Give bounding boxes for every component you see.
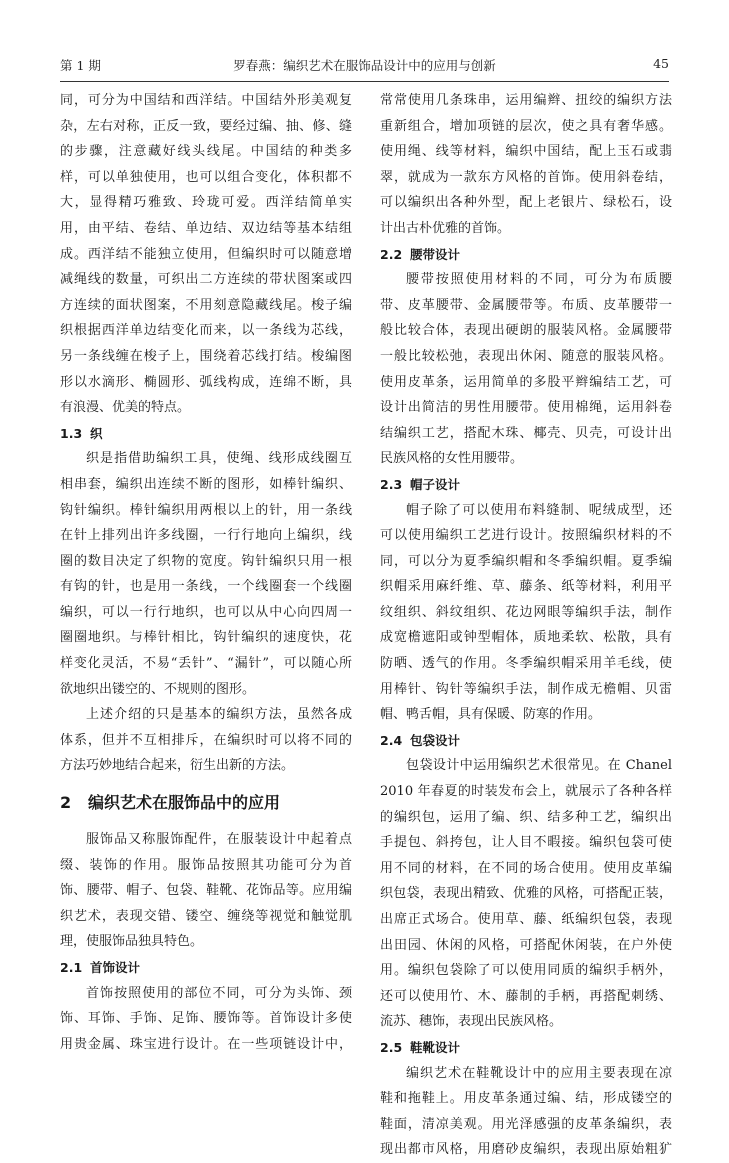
subsection-number: 1.3 <box>60 425 83 441</box>
paragraph-line: 用贵金属、珠宝进行设计。在一些项链设计中， <box>60 1036 352 1052</box>
paragraph-line: 杂，左右对称，正反一致，要经过编、抽、修、缝 <box>60 118 352 134</box>
paragraph-line: 成宽檐遮阳或钟型帽体，质地柔软、松散，具有 <box>380 630 672 646</box>
paragraph-line: 理，使服饰品独具特色。 <box>60 934 204 950</box>
paragraph-line: 用棒针、钩针等编织手法，制作成无檐帽、贝雷 <box>380 681 672 697</box>
paragraph-line: 编织艺术在鞋靴设计中的应用主要表现在凉 <box>406 1065 672 1081</box>
paragraph-line: 使用绳、线等材料，编织中国结，配上玉石或翡 <box>380 144 672 160</box>
left-column <box>60 88 352 1057</box>
subsection-number: 2.4 <box>380 732 403 748</box>
paragraph-line: 手提包、斜挎包，让人目不暇接。编织包袋可使 <box>380 835 672 851</box>
paragraph-line: 包袋设计中运用编织艺术很常见。在 Chanel <box>406 758 672 774</box>
running-header <box>60 56 669 76</box>
paragraph-line: 常常使用几条珠串，运用编辫、扭绞的编织方法 <box>380 93 672 108</box>
paragraph-line: 样，可以单独使用，也可以组合变化，体积都不 <box>60 169 352 185</box>
paragraph-line: 用，由平结、卷结、单边结、双边结等基本结组 <box>60 220 352 236</box>
paragraph-line: 成。西洋结不能独立使用，但编织时可以随意增 <box>60 246 352 262</box>
paragraph-line: 同，可以分为夏季编织帽和冬季编织帽。夏季编 <box>380 553 672 569</box>
paragraph-line: 织帽采用麻纤维、草、藤条、纸等材料，利用平 <box>380 579 672 595</box>
paragraph-line: 有钩的针，也是用一条线，一个线圈套一个线圈 <box>60 579 352 595</box>
subsection-number: 2.5 <box>380 1039 403 1055</box>
subsection-title: 织 <box>90 425 103 441</box>
paragraph-line: 用不同的材料，在不同的场合使用。使用皮革编 <box>380 860 672 876</box>
paragraph-line: 鞋面，清凉美观。用光泽感强的皮革条编织，表 <box>380 1116 672 1132</box>
paragraph-line: 使用皮革条，运用简单的多股平辫编结工艺，可 <box>380 374 672 390</box>
paragraph-line: 另一条线缠在梭子上，围绕着芯线打结。梭编图 <box>60 348 352 364</box>
paragraph-line: 带、皮革腰带、金属腰带等。布质、皮革腰带一 <box>380 297 672 313</box>
paragraph-line: 流苏、穗饰，表现出民族风格。 <box>380 1014 563 1030</box>
section-heading <box>60 779 352 827</box>
paragraph-line: 编织，可以一行行地织，也可以从中心向四周一 <box>60 604 352 620</box>
paragraph-line: 钩针编织。棒针编织用两根以上的针，用一条线 <box>60 502 352 518</box>
paragraph-line: 结编织工艺，搭配木珠、椰壳、贝壳，可设计出 <box>380 425 672 441</box>
paragraph-line: 织包袋，表现出精致、优雅的风格，可搭配正装， <box>380 886 672 902</box>
paragraph-line: 首饰按照使用的部位不同，可分为头饰、颈 <box>86 985 352 1001</box>
paragraph-line: 圈的数目决定了织物的宽度。钩针编织只用一根 <box>60 553 352 569</box>
paragraph-line: 圈圈地织。与棒针相比，钩针编织的速度快，花 <box>60 630 352 646</box>
paragraph-line: 织根据西洋单边结变化而来，以一条线为芯线， <box>60 323 352 339</box>
section-number: 2 <box>60 793 72 813</box>
subsection-title: 鞋靴设计 <box>410 1039 461 1055</box>
paragraph-line: 一般比较松弛，表现出休闲、随意的服装风格。 <box>380 348 672 364</box>
paragraph-line: 用。编织包袋除了可以使用同质的编织手柄外， <box>380 963 672 979</box>
paragraph-line: 帽、鸭舌帽，具有保暖、防寒的作用。 <box>380 707 602 723</box>
subsection-number: 2.2 <box>380 246 403 262</box>
paragraph-line: 有浪漫、优美的特点。 <box>60 400 191 416</box>
right-column <box>380 88 672 1163</box>
paragraph-line: 民族风格的女性用腰带。 <box>380 451 524 467</box>
paragraph-line: 方法巧妙地结合起来，衍生出新的方法。 <box>60 758 295 774</box>
paragraph-line: 现出都市风格，用磨砂皮编织，表现出原始粗犷 <box>380 1142 672 1158</box>
subsection-heading <box>380 728 672 754</box>
subsection-heading <box>380 1035 672 1061</box>
paragraph-line: 翠，就成为一款东方风格的首饰。使用斜卷结， <box>380 169 672 185</box>
subsection-title: 首饰设计 <box>90 960 141 975</box>
paragraph-line: 体系，但并不互相排斥，在编织时可以将不同的 <box>60 732 352 748</box>
paragraph-line: 腰带按照使用材料的不同，可分为布质腰 <box>406 272 672 288</box>
issue-label: 第 1 期 <box>60 58 101 73</box>
paragraph-line: 般比较合体，表现出硬朗的服装风格。金属腰带 <box>380 323 672 339</box>
subsection-number: 2.1 <box>60 960 83 975</box>
paragraph-line: 出席正式场合。使用草、藤、纸编织包袋，表现 <box>380 912 672 927</box>
subsection-heading <box>380 242 672 268</box>
header-rule <box>60 81 669 82</box>
paragraph-line: 出田园、休闲的风格，可搭配休闲装，在户外使 <box>380 937 672 953</box>
paragraph-line: 织是指借助编织工具，使绳、线形成线圈互 <box>86 451 352 467</box>
paragraph-line: 缀、装饰的作用。服饰品按照其功能可分为首 <box>60 857 352 873</box>
subsection-title: 帽子设计 <box>410 476 461 492</box>
paragraph-line: 防晒、透气的作用。冬季编织帽采用羊毛线，使 <box>380 656 672 672</box>
paragraph-line: 饰、腰带、帽子、包袋、鞋靴、花饰品等。应用编 <box>60 883 352 899</box>
subsection-title: 腰带设计 <box>410 246 461 262</box>
paragraph-line: 减绳线的数量，可织出二方连续的带状图案或四 <box>60 272 352 288</box>
section-title: 编织艺术在服饰品中的应用 <box>88 793 281 813</box>
paragraph-line: 还可以使用竹、木、藤制的手柄，再搭配刺绣、 <box>380 988 672 1004</box>
paragraph-line: 2010 年春夏的时装发布会上，就展示了各种各样 <box>380 784 672 800</box>
paragraph-line: 设计出简洁的男性用腰带。使用棉绳，运用斜卷 <box>380 400 672 416</box>
paragraph-line: 的步骤，注意藏好线头线尾。中国结的种类多 <box>60 144 352 160</box>
subsection-number: 2.3 <box>380 476 403 492</box>
paragraph-line: 同，可分为中国结和西洋结。中国结外形美观复 <box>60 93 352 108</box>
paragraph-line: 计出古朴优雅的首饰。 <box>380 220 511 236</box>
running-title: 罗春燕：编织艺术在服饰品设计中的应用与创新 <box>233 58 496 73</box>
paragraph-line: 帽子除了可以使用布料缝制、呢绒成型，还 <box>406 502 672 518</box>
subsection-heading <box>60 421 352 447</box>
subsection-heading <box>380 472 672 498</box>
paragraph-line: 欲地织出镂空的、不规则的图形。 <box>60 681 256 697</box>
paragraph-line: 样变化灵活，不易“丢针”、“漏针”，可以随心所 <box>60 656 352 672</box>
paragraph-line: 的编织包，运用了编、织、结多种工艺，编织出 <box>380 809 672 825</box>
paragraph-line: 重新组合，增加项链的层次，使之具有奢华感。 <box>380 118 672 134</box>
paragraph-line: 方连续的面状图案，不用刻意隐藏线尾。梭子编 <box>60 297 352 313</box>
paragraph-line: 形以水滴形、椭圆形、弧线构成，连绵不断，具 <box>60 374 352 390</box>
subsection-title: 包袋设计 <box>410 732 461 748</box>
paragraph-line: 饰、耳饰、手饰、足饰、腰饰等。首饰设计多使 <box>60 1011 352 1027</box>
paragraph-line: 鞋和拖鞋上。用皮革条通过编、结，形成镂空的 <box>380 1091 672 1107</box>
paragraph-line: 服饰品又称服饰配件，在服装设计中起着点 <box>86 832 352 848</box>
paragraph-line: 可以编织出各种外型，配上老银片、绿松石，设 <box>380 195 672 211</box>
subsection-heading <box>60 955 352 981</box>
paragraph-line: 上述介绍的只是基本的编织方法，虽然各成 <box>86 707 352 723</box>
paragraph-line: 在针上排列出许多线圈，一行行地向上编织，线 <box>60 528 352 544</box>
page-number: 45 <box>653 56 669 71</box>
paragraph-line: 大，显得精巧雅致、玲珑可爱。西洋结简单实 <box>60 195 352 211</box>
paragraph-line: 相串套，编织出连续不断的图形，如棒针编织、 <box>60 476 352 492</box>
paragraph-line: 织艺术，表现交错、镂空、缠绕等视觉和触觉肌 <box>60 908 352 924</box>
paragraph-line: 纹组织、斜纹组织、花边网眼等编织手法，制作 <box>380 604 672 620</box>
paragraph-line: 可以使用编织工艺进行设计。按照编织材料的不 <box>380 528 672 544</box>
